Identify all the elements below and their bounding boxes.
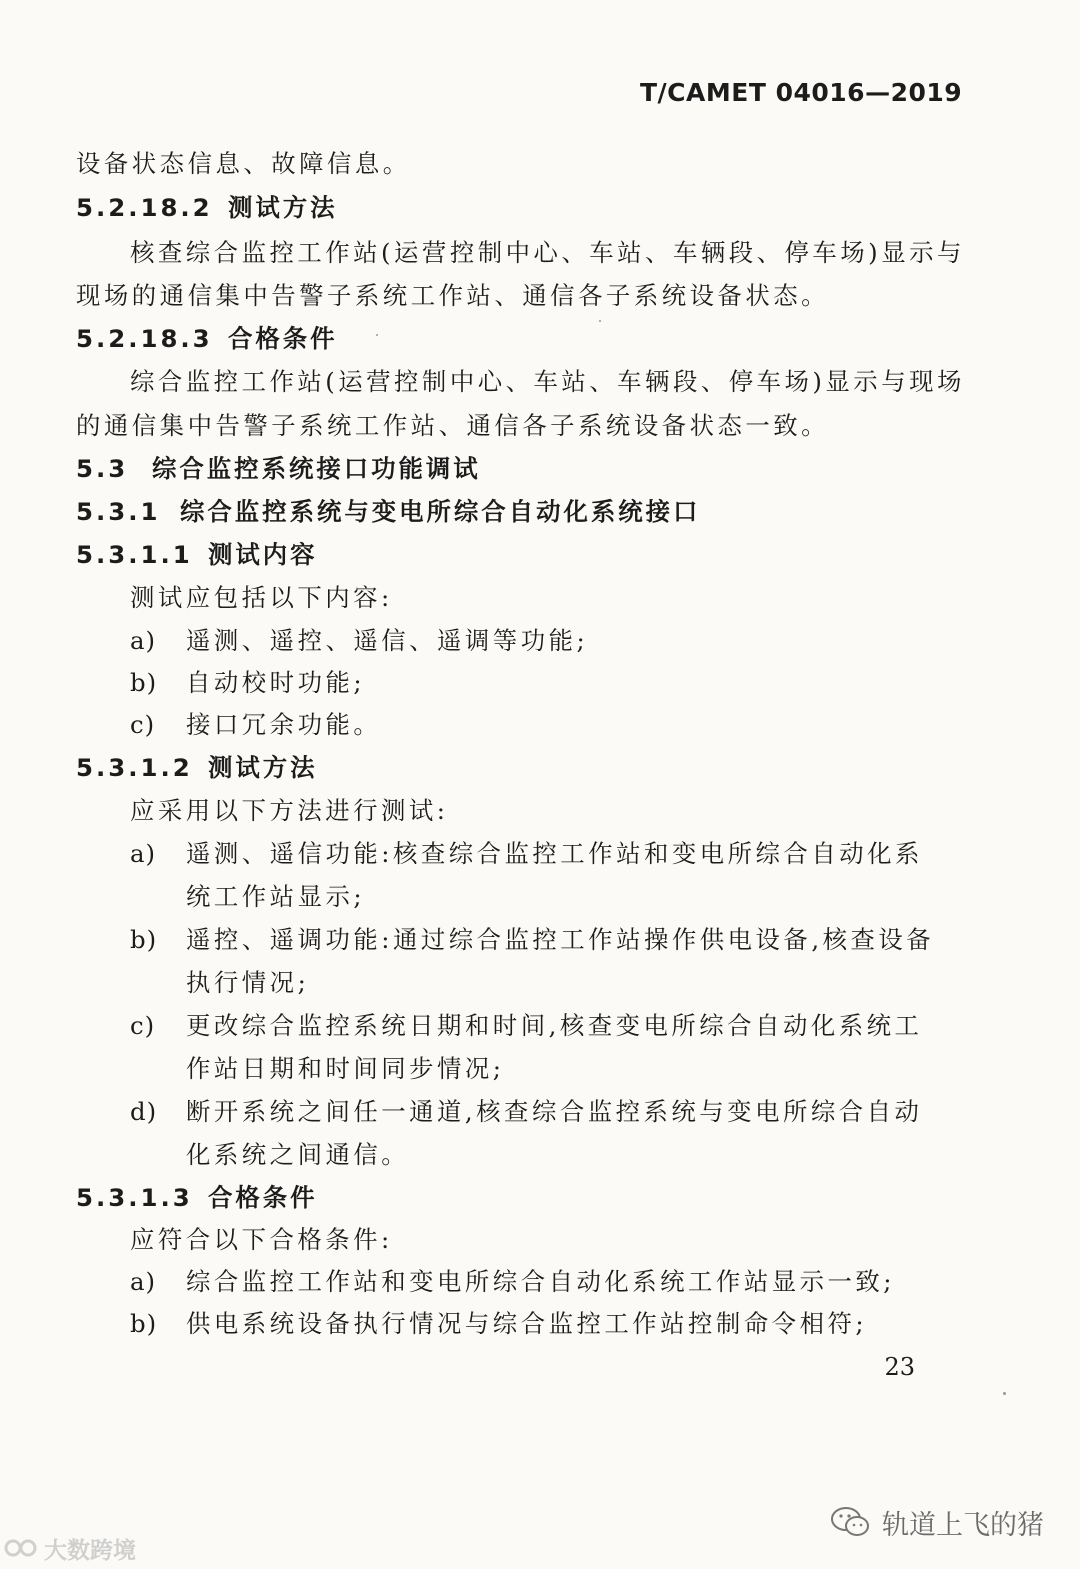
list-item: b) 遥控、遥调功能:通过综合监控工作站操作供电设备,核查设备 <box>130 922 934 958</box>
section-heading <box>76 321 338 357</box>
watermark-left-text: 大数跨境 <box>44 1537 136 1564</box>
section-heading <box>76 1180 318 1216</box>
list-marker: c) <box>130 1011 156 1040</box>
watermark-right-text: 轨道上飞的猪 <box>882 1509 1044 1541</box>
body-line: 综合监控工作站(运营控制中心、车站、车辆段、停车场)显示与现场 <box>130 367 965 396</box>
section-title: 综合监控系统接口功能调试 <box>152 454 481 483</box>
section-heading <box>76 750 318 786</box>
section-number: 5.3.1 <box>76 497 161 526</box>
list-item: a) 综合监控工作站和变电所综合自动化系统工作站显示一致; <box>130 1264 895 1300</box>
section-title: 合格条件 <box>208 1183 318 1212</box>
section-number: 5.3.1.2 <box>76 753 193 782</box>
section-number: 5.3 <box>76 454 129 483</box>
list-marker: a) <box>130 1267 157 1296</box>
list-marker: a) <box>130 626 157 655</box>
list-item: a) 遥测、遥信功能:核查综合监控工作站和变电所综合自动化系 <box>130 836 923 872</box>
section-title: 测试方法 <box>228 193 338 222</box>
list-item-continuation: 化系统之间通信。 <box>186 1140 410 1169</box>
section-number: 5.2.18.2 <box>76 193 213 222</box>
section-heading <box>76 537 318 573</box>
body-line: 核查综合监控工作站(运营控制中心、车站、车辆段、停车场)显示与 <box>130 238 965 267</box>
list-item: a) 遥测、遥控、遥信、遥调等功能; <box>130 623 588 659</box>
list-item: c) 更改综合监控系统日期和时间,核查变电所综合自动化系统工 <box>130 1008 922 1044</box>
list-marker: b) <box>130 1309 158 1338</box>
list-marker: c) <box>130 710 156 739</box>
section-heading <box>76 190 338 226</box>
section-title: 测试方法 <box>208 753 318 782</box>
section-heading <box>76 494 700 530</box>
list-item: b) 供电系统设备执行情况与综合监控工作站控制命令相符; <box>130 1306 867 1342</box>
list-marker: d) <box>130 1097 158 1126</box>
list-item-continuation: 统工作站显示; <box>186 882 366 911</box>
scan-speck <box>599 320 601 322</box>
section-number: 5.3.1.3 <box>76 1183 193 1212</box>
body-line: 设备状态信息、故障信息。 <box>76 149 411 178</box>
section-heading <box>76 451 481 487</box>
list-item-continuation: 执行情况; <box>186 968 310 997</box>
body-line: 现场的通信集中告警子系统工作站、通信各子系统设备状态。 <box>76 281 830 310</box>
list-item: d) 断开系统之间任一通道,核查综合监控系统与变电所综合自动 <box>130 1094 922 1130</box>
wechat-icon <box>830 1504 872 1540</box>
body-line: 的通信集中告警子系统工作站、通信各子系统设备状态一致。 <box>76 411 830 440</box>
scan-speck <box>1003 1392 1006 1395</box>
scan-speck <box>376 334 378 336</box>
section-title: 测试内容 <box>208 540 318 569</box>
document-number: T/CAMET 04016—2019 <box>640 78 963 107</box>
watermark-right <box>830 1500 1044 1544</box>
section-number: 5.2.18.3 <box>76 324 213 353</box>
body-line: 应符合以下合格条件: <box>130 1225 393 1254</box>
list-marker: b) <box>130 925 158 954</box>
list-marker: a) <box>130 839 157 868</box>
section-title: 合格条件 <box>228 324 338 353</box>
body-line: 测试应包括以下内容: <box>130 583 393 612</box>
section-number: 5.3.1.1 <box>76 540 193 569</box>
list-item: b) 自动校时功能; <box>130 665 365 701</box>
page-number: 23 <box>884 1353 915 1381</box>
section-title: 综合监控系统与变电所综合自动化系统接口 <box>180 497 701 526</box>
brand-logo-icon <box>4 1536 38 1560</box>
list-item-continuation: 作站日期和时间同步情况; <box>186 1054 505 1083</box>
list-marker: b) <box>130 668 158 697</box>
body-line: 应采用以下方法进行测试: <box>130 796 449 825</box>
list-item: c) 接口冗余功能。 <box>130 707 381 743</box>
watermark-left <box>4 1532 136 1564</box>
